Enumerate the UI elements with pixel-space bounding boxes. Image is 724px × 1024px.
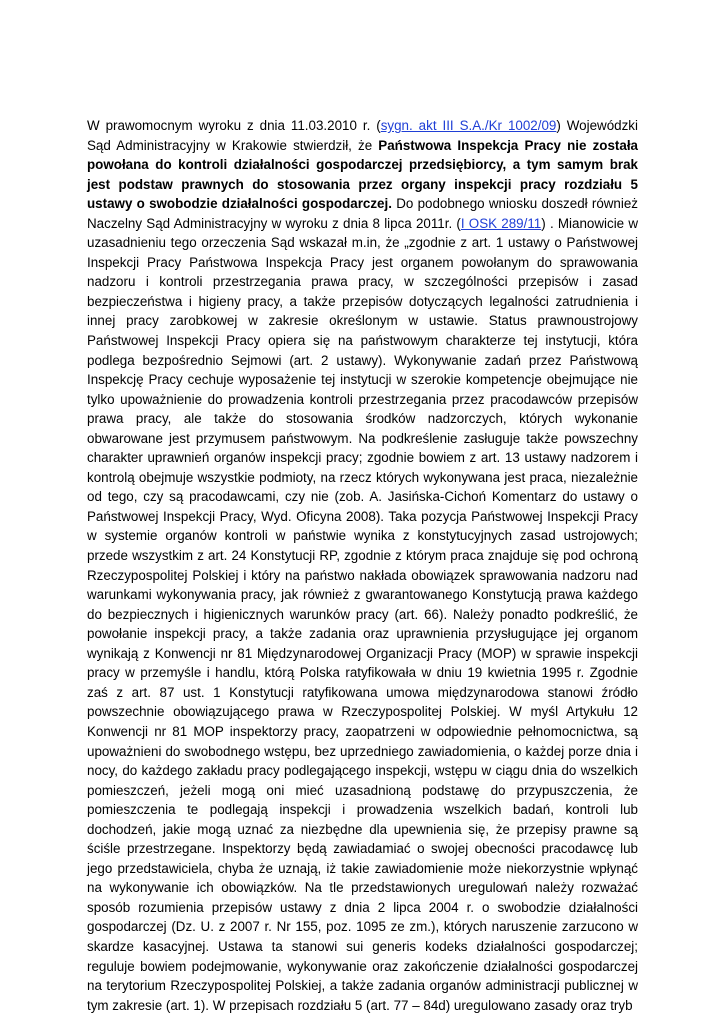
body-paragraph [87, 116, 638, 1015]
link-case-i-osk-289-11[interactable]: I OSK 289/11 [460, 215, 542, 231]
link-case-iii-sa-kr-1002-09[interactable]: sygn. akt III S.A./Kr 1002/09 [380, 118, 557, 133]
text-wsa-krakow: ) Wojewódzki Sąd Administracyjny w Krakowie stwierdził, że [87, 118, 638, 153]
text-bold-holding: Państwowa Inspekcja Pracy nie została powołana do kontroli działalności gospodarczej przedsiębiorcy, a tym samym brak jest podstaw prawnych do stosowania przez organy inspekcji pracy rozdziału 5 ustawy o swobodzie działalności gospodarczej. [87, 137, 638, 212]
text-nsa-reference: Do podobnego wniosku doszedł również Naczelny Sąd Administracyjny w wyroku z dnia 8 lipca 2011r. ( [87, 196, 639, 231]
text-body-remainder: ) . Mianowicie w uzasadnieniu tego orzeczenia Sąd wskazał m.in, że „zgodnie z art. 1 ustawy o Państwowej Inspekcji Pracy Państwowa Inspekcja Pracy jest organem powołanym do sprawowania nadzoru i kontroli przestrzegania prawa pracy, w szczególności przepisów i zasad bezpieczeństwa i higieny pracy, a także przepisów dotyczących legalności zatrudnienia i innej pracy zarobkowej w zakresie określonym w ustawie. Status prawnoustrojowy Państwowej Inspekcji Pracy opiera się na państwowym charakterze tej instytucji, która podlega bezpośrednio Sejmowi (art. 2 ustawy). Wykonywanie zadań przez Państwową Inspekcję Pracy cechuje wyposażenie tej instytucji w szerokie kompetencje obejmujące nie tylko upoważnienie do prowadzenia kontroli przestrzegania przez pracodawców przepisów prawa pracy, ale także do stosowania środków nadzorczych, których wykonanie obwarowane jest przymusem państwowym. Na podkreślenie zasługuje także powszechny charakter uprawnień organów inspekcji pracy; zgodnie bowiem z art. 13 ustawy nadzorem i kontrolą obejmuje wszystkie podmioty, na rzecz których wykonywana jest praca, niezależnie od tego, czy są pracodawcami, czy nie (zob. A. Jasińska-Cichoń Komentarz do ustawy o Państwowej Inspekcji Pracy, Wyd. Oficyna 2008). Taka pozycja Państwowej Inspekcji Pracy w systemie organów kontroli w państwie wynika z konstytucyjnych zasad ustrojowych; przede wszystkim z art. 24 Konstytucji RP, zgodnie z którym praca znajduje się pod ochroną Rzeczypospolitej Polskiej i który na państwo nakłada obowiązek sprawowania nadzoru nad warunkami wykonywania pracy, jak również z gwarantowanego Konstytucją prawa każdego do bezpiecznych i higienicznych warunków pracy (art. 66). Należy ponadto podkreślić, że powołanie inspekcji pracy, a także zadania oraz uprawnienia przysługujące jej organom wynikają z Konwencji nr 81 Międzynarodowej Organizacji Pracy (MOP) w sprawie inspekcji pracy w przemyśle i handlu, którą Polska ratyfikowała w dniu 19 kwietnia 1995 r. Zgodnie zaś z art. 87 ust. 1 Konstytucji ratyfikowana umowa międzynarodowa stanowi źródło powszechnie obowiązującego prawa w Rzeczypospolitej Polskiej. W myśl Artykułu 12 Konwencji nr 81 MOP inspektorzy pracy, zaopatrzeni w odpowiednie pełnomocnictwa, są upoważnieni do swobodnego wstępu, bez uprzedniego zawiadomienia, o każdej porze dnia i nocy, do każdego zakładu pracy podlegającego inspekcji, wstępu w ciągu dnia do wszelkich pomieszczeń, jeżeli mogą oni mieć uzasadnioną podstawę do przypuszczenia, że pomieszczenia te podlegają inspekcji i prowadzenia wszelkich badań, kontroli lub dochodzeń, jakie mogą uznać za niezbędne dla upewnienia się, że przepisy prawne są ściśle przestrzegane. Inspektorzy będą zawiadamiać o swojej obecności pracodawcę lub jego przedstawiciela, chyba że uznają, iż takie zawiadomienie może niekorzystnie wpłynąć na wykonywanie ich obowiązków. Na tle przedstawionych uregulowań należy rozważać sposób rozumienia przepisów ustawy z dnia 2 lipca 2004 r. o swobodzie działalności gospodarczej (Dz. U. z 2007 r. Nr 155, poz. 1095 ze zm.), których naruszenie zarzucono w skardze kasacyjnej. Ustawa ta stanowi sui generis kodeks działalności gospodarczej; reguluje bowiem podejmowanie, wykonywanie oraz zakończenie działalności gospodarczej na terytorium Rzeczypospolitej Polskiej, a także zadania organów administracji publicznej w tym zakresie (art. 1). W przepisach rozdziału 5 (art. 77 – 84d) uregulowano zasady oraz tryb [87, 215, 638, 1013]
text-intro: W prawomocnym wyroku z dnia 11.03.2010 r. ( [87, 118, 381, 133]
